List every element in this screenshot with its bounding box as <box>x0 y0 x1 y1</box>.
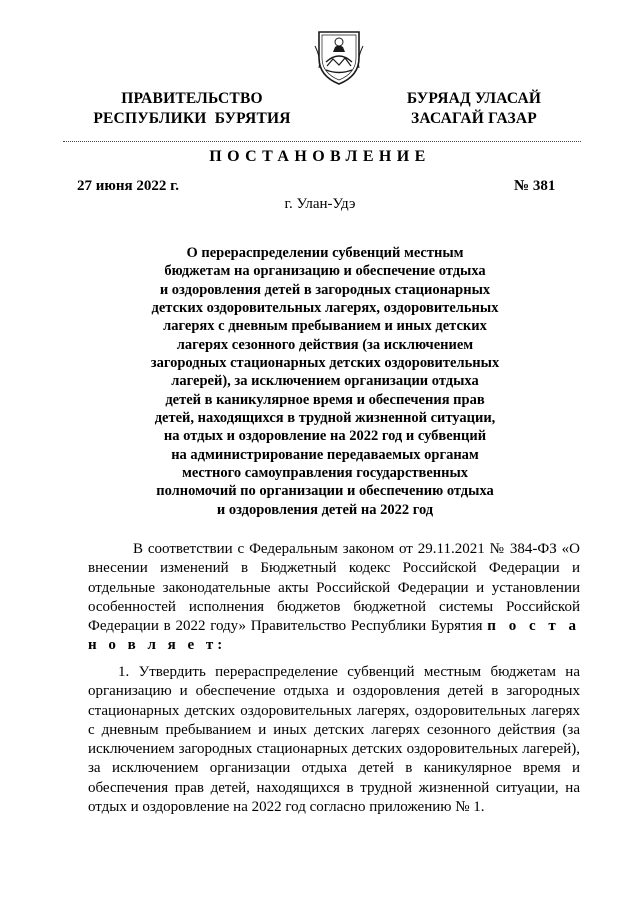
government-name-russian <box>88 89 296 129</box>
government-name-buryat-line1: БУРЯАД УЛАСАЙ <box>406 90 542 107</box>
title-line: лагерях сезонного действия (за исключением <box>176 336 474 353</box>
government-name-line1: ПРАВИТЕЛЬСТВО <box>121 90 263 107</box>
title-line: на администрирование передаваемых органам <box>171 446 479 463</box>
government-name-buryat-line2: ЗАСАГАЙ ГАЗАР <box>411 110 537 127</box>
title-line: лагерях с дневным пребыванием и иных детских <box>163 318 487 335</box>
item-1-paragraph: 1. Утвердить перераспределение субвенций местным бюджетам на организацию и обеспечение отдыха и оздоровления детей в загородных стационарных детских оздоровительных лагерях, оздоровительных лагерях с дневным пребыванием и иных детских лагерях сезонного действия (за исключением загородных стационарных детских оздоровительных лагерей), за исключением организации отдыха детей в каникулярное время и обеспечения прав детей, находящихся в трудной жизненной ситуации, на отдых и оздоровление на 2022 год согласно приложению № 1. <box>88 664 580 816</box>
preamble-text: В соответствии с Федеральным законом от 29.11.2021 № 384-ФЗ «О внесении изменений в Бюджетный кодекс Российской Федерации и отдельные законодательные акты Российской Федерации и установлении особенностей исполнения бюджетов бюджетной системы Российской Федерации в 2022 году» Правительство Республики Бурятия <box>88 541 580 635</box>
document-number: № 381 <box>514 178 556 194</box>
title-line: детских оздоровительных лагерях, оздоровительных <box>151 300 499 317</box>
government-name-line2: РЕСПУБЛИКИ БУРЯТИЯ <box>93 110 291 127</box>
document-type: ПОСТАНОВЛЕНИЕ <box>209 148 431 165</box>
document-date: 27 июня 2022 г. <box>77 178 179 194</box>
title-line: полномочий по организации и обеспечению отдыха <box>156 483 494 500</box>
title-line: загородных стационарных детских оздоровительных <box>150 355 500 372</box>
preamble-paragraph <box>88 540 580 656</box>
document-city: г. Улан-Удэ <box>284 196 356 212</box>
coat-of-arms-buryatia-icon <box>313 28 365 86</box>
title-line: лагерей), за исключением организации отдыха <box>171 373 479 390</box>
title-line: детей, находящихся в трудной жизненной ситуации, <box>154 410 496 427</box>
preamble-resolves: п о с т а н о в л я е т: <box>88 618 580 654</box>
title-line: детей в каникулярное время и обеспечения прав <box>165 391 485 408</box>
title-line: бюджетам на организацию и обеспечение отдыха <box>164 263 486 280</box>
title-line: и оздоровления детей на 2022 год <box>216 501 434 518</box>
header-divider <box>63 141 581 142</box>
title-line: и оздоровления детей в загородных стационарных <box>159 281 491 298</box>
title-line: О перераспределении субвенций местным <box>186 245 464 261</box>
title-line: на отдых и оздоровление на 2022 год и субвенций <box>163 428 487 445</box>
document-title <box>120 244 530 519</box>
title-line: местного самоуправления государственных <box>181 465 469 482</box>
government-name-buryat <box>392 89 556 129</box>
